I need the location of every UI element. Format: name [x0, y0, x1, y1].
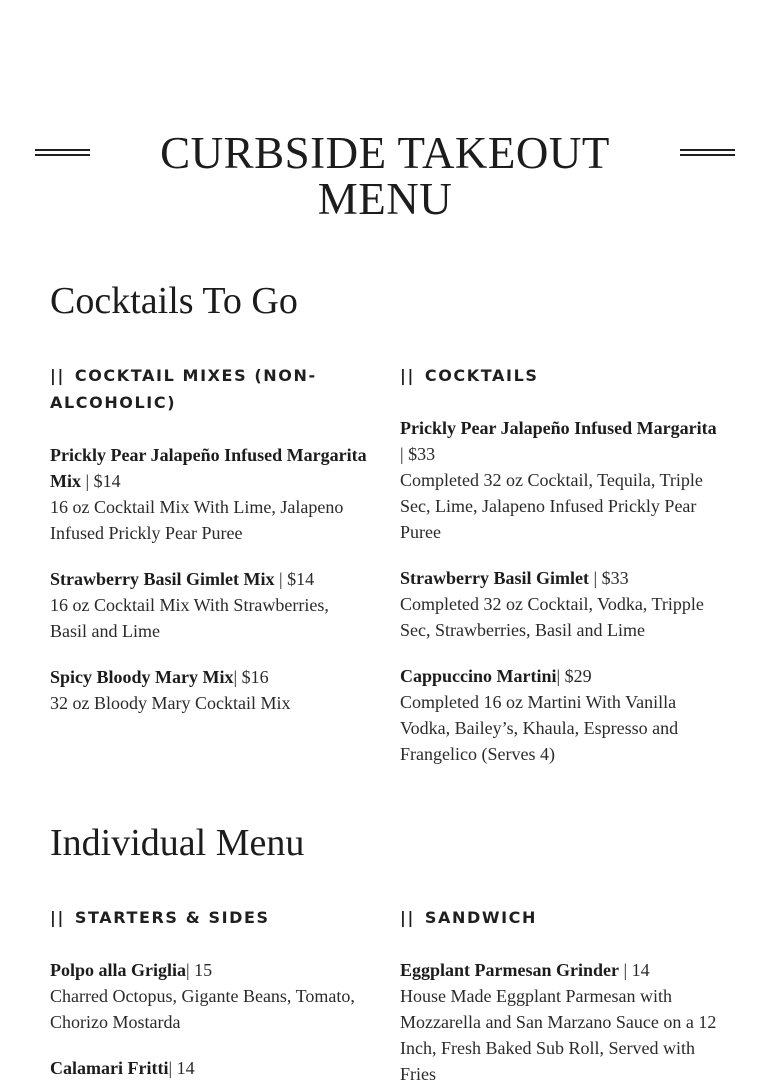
menu-item: [400, 415, 720, 545]
item-description: 16 oz Cocktail Mix With Strawberries, Basil and Lime: [50, 595, 329, 641]
column-cocktail-mixes: [50, 362, 370, 716]
item-description: Completed 32 oz Cocktail, Tequila, Triple Sec, Lime, Jalapeno Infused Prickly Pear Puree: [400, 470, 703, 542]
item-name: Eggplant Parmesan Grinder: [400, 960, 619, 980]
column-starters-sides: [50, 904, 370, 1081]
menu-item: [50, 664, 370, 716]
menu-item: [50, 566, 370, 644]
item-price: | $29: [556, 666, 592, 686]
category-heading: || SANDWICH: [400, 908, 538, 927]
menu-item: [400, 957, 720, 1087]
item-name: Polpo alla Griglia: [50, 960, 187, 980]
item-price: | $14: [81, 471, 121, 491]
item-name: Calamari Fritti: [50, 1058, 169, 1078]
item-description: 16 oz Cocktail Mix With Lime, Jalapeno Infused Prickly Pear Puree: [50, 497, 344, 543]
title-rule-left: [35, 149, 90, 156]
item-description: Completed 16 oz Martini With Vanilla Vodka, Bailey’s, Khaula, Espresso and Frangelico (Serves 4): [400, 692, 679, 764]
item-name: Strawberry Basil Gimlet Mix: [50, 569, 275, 589]
item-name: Strawberry Basil Gimlet: [400, 568, 589, 588]
item-price: | $33: [588, 568, 629, 588]
item-name: Cappuccino Martini: [400, 666, 557, 686]
menu-item: [50, 1055, 370, 1081]
item-name: Spicy Bloody Mary Mix: [50, 667, 234, 687]
item-price: | 14: [619, 960, 650, 980]
category-heading: || STARTERS & SIDES: [50, 908, 270, 927]
double-bar-icon: ||: [50, 908, 65, 927]
page-title: CURBSIDE TAKEOUT MENU: [160, 128, 610, 224]
item-price: | 14: [168, 1058, 195, 1078]
double-bar-icon: ||: [400, 366, 415, 385]
item-price: | 15: [186, 960, 213, 980]
title-rule-right: [680, 149, 735, 156]
category-heading: || COCKTAILS: [400, 366, 539, 385]
menu-item: [400, 565, 720, 643]
item-name: Prickly Pear Jalapeño Infused Margarita Mix: [50, 445, 367, 491]
column-sandwich: [400, 904, 720, 1087]
item-price: | $33: [400, 444, 436, 464]
section-title-cocktails: Cocktails To Go: [50, 280, 298, 322]
item-price: | $16: [233, 667, 269, 687]
double-bar-icon: ||: [50, 366, 65, 385]
double-bar-icon: ||: [400, 908, 415, 927]
section-title-individual: Individual Menu: [50, 822, 305, 864]
column-cocktails: [400, 362, 720, 767]
menu-item: [50, 957, 370, 1035]
item-price: | $14: [274, 569, 315, 589]
item-description: Charred Octopus, Gigante Beans, Tomato, Chorizo Mostarda: [50, 986, 355, 1032]
category-heading: || COCKTAIL MIXES (NON-ALCOHOLIC): [50, 366, 317, 412]
item-description: House Made Eggplant Parmesan with Mozzarella and San Marzano Sauce on a 12 Inch, Fresh Baked Sub Roll, Served with Fries: [400, 986, 717, 1084]
item-description: Completed 32 oz Cocktail, Vodka, Tripple Sec, Strawberries, Basil and Lime: [400, 594, 704, 640]
menu-item: [50, 442, 370, 546]
menu-item: [400, 663, 720, 767]
item-name: Prickly Pear Jalapeño Infused Margarita: [400, 418, 717, 438]
item-description: 32 oz Bloody Mary Cocktail Mix: [50, 693, 291, 713]
